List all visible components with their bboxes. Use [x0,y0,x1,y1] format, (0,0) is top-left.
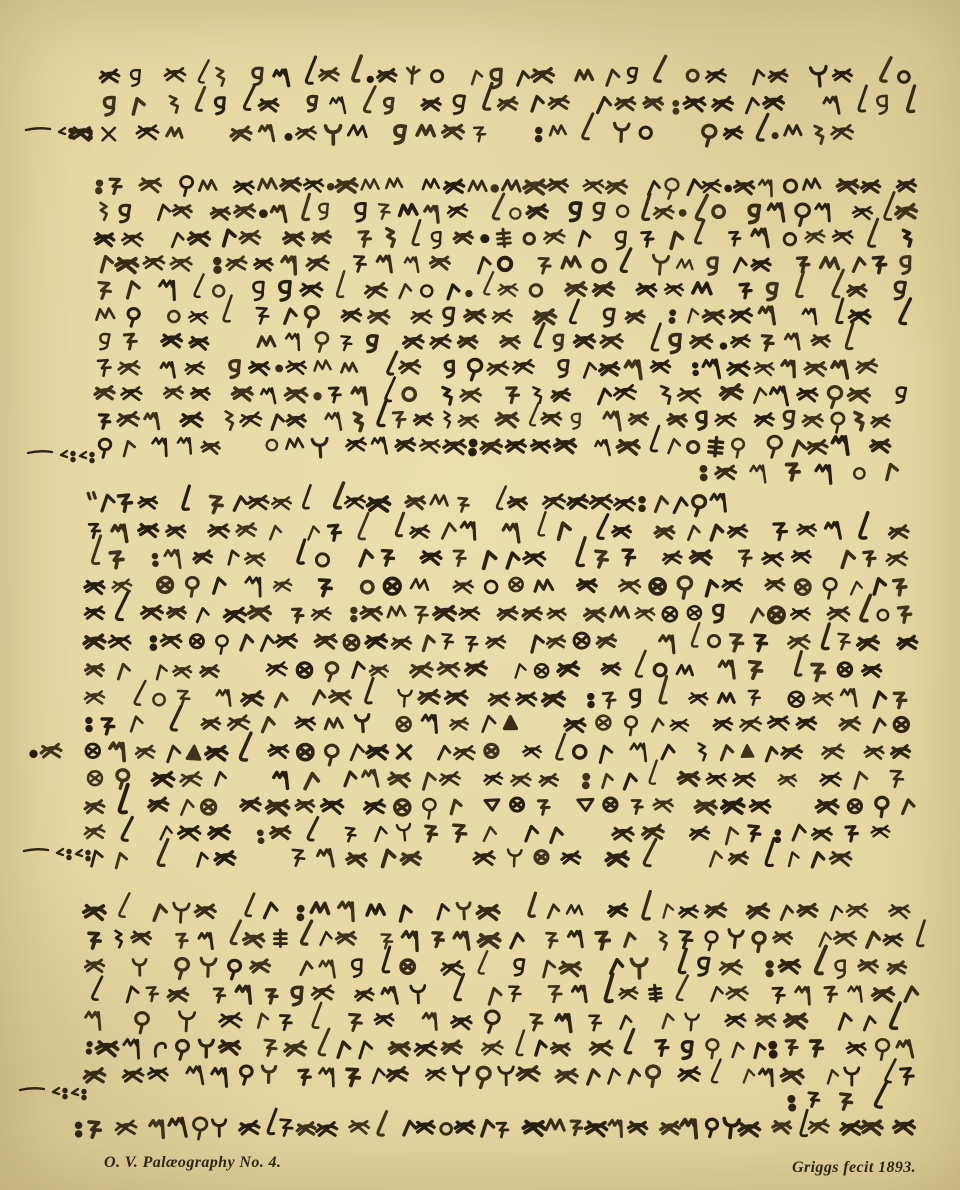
script-line [95,377,906,408]
script-line [88,483,726,516]
script-line [87,706,909,735]
script-line [98,351,877,380]
script-line [85,592,911,623]
script-line [91,536,907,568]
script-line [100,56,910,88]
script-line [85,946,906,979]
script-line [85,676,906,708]
script-line [97,177,916,200]
script-line [90,838,851,867]
script-line [104,83,916,115]
script-line [88,761,903,790]
script-line [99,323,855,352]
script-line [100,248,911,275]
script-line [87,1029,913,1060]
plate-caption-right: Griggs fecit 1893. [792,1159,917,1176]
script-line [84,623,917,654]
script-line [85,577,907,599]
script-line [72,113,853,146]
script-line [98,270,906,300]
script-line [99,399,890,432]
script-line [701,464,898,483]
script-line [83,892,909,923]
script-line [95,219,911,249]
script-line [84,1059,914,1088]
script-line [99,192,917,225]
script-line [76,1109,914,1139]
script-line [84,817,889,844]
plate-caption-left: O. V. Palæography No. 4. [104,1154,282,1171]
margin-mark-icon [24,849,90,860]
script-line [92,974,918,1005]
script-line [85,785,915,819]
script-line [96,296,911,328]
script-line [88,920,926,951]
script-line [85,651,881,682]
margin-mark-icon [20,1088,86,1099]
script-line [85,1003,900,1033]
script-line [31,733,910,765]
margin-mark-icon [28,451,94,462]
margin-mark-icon [26,128,92,139]
script-line [789,1081,887,1111]
script-line [89,512,908,542]
script-line [99,426,890,458]
